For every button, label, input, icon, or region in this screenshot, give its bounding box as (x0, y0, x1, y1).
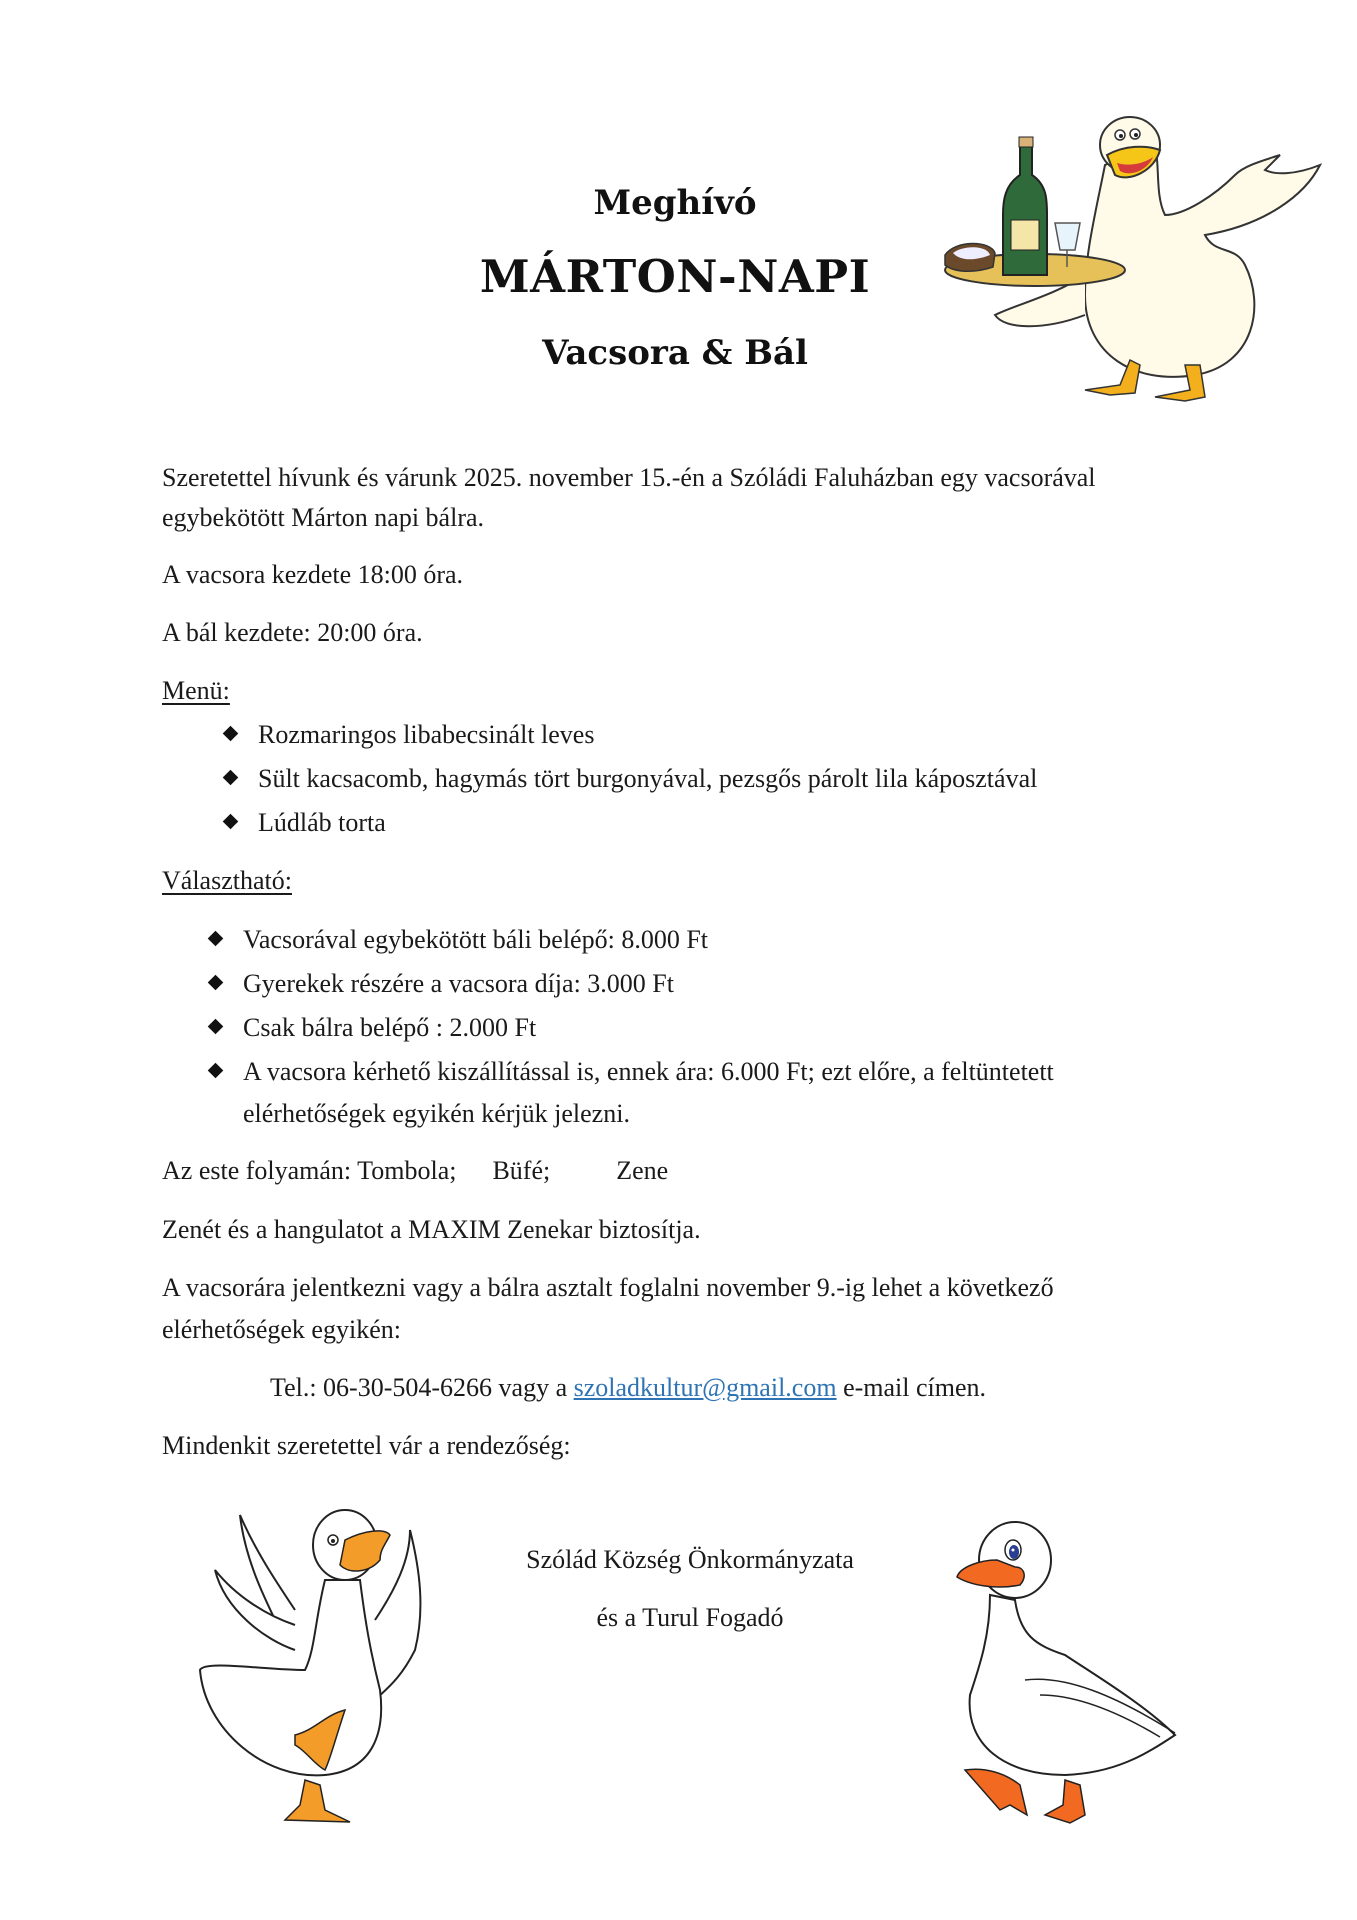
evening-buffet: Büfé; (492, 1156, 551, 1185)
option-item: Csak bálra belépő : 2.000 Ft (210, 1008, 536, 1048)
diamond-bullet-icon (208, 975, 224, 991)
diamond-bullet-icon (223, 770, 239, 786)
organizer-line-2: és a Turul Fogadó (596, 1603, 784, 1632)
ball-time: A bál kezdete: 20:00 óra. (162, 618, 423, 647)
closing-line: Mindenkit szeretettel vár a rendezőség: (162, 1431, 571, 1460)
diamond-bullet-icon (208, 1019, 224, 1035)
option-item: Vacsorával egybekötött báli belépő: 8.000 Ft (210, 920, 708, 960)
menu-item: Rozmaringos libabecsinált leves (225, 715, 594, 755)
evening-label: Az este folyamán: Tombola; (162, 1156, 457, 1185)
phone-text: Tel.: 06-30-504-6266 vagy a (270, 1373, 568, 1402)
evening-program (162, 1151, 668, 1191)
event-subtitle: Vacsora & Bál (542, 333, 808, 373)
menu-item: Sült kacsacomb, hagymás tört burgonyával, pezsgős párolt lila káposztával (225, 759, 1037, 799)
goose-waiter-illustration (935, 105, 1335, 405)
event-title: MÁRTON-NAPI (479, 250, 871, 303)
organizer-line-1: Szólád Község Önkormányzata (526, 1545, 854, 1574)
menu-item: Lúdláb torta (225, 803, 386, 843)
diamond-bullet-icon (208, 1063, 224, 1079)
evening-music: Zene (616, 1156, 669, 1185)
walking-goose-illustration (945, 1505, 1195, 1835)
invitation-label: Meghívó (593, 183, 757, 223)
options-heading: Választható: (162, 866, 292, 895)
registration-line-2: elérhetőségek egyikén: (162, 1315, 401, 1344)
diamond-bullet-icon (223, 814, 239, 830)
diamond-bullet-icon (208, 931, 224, 947)
dinner-time: A vacsora kezdete 18:00 óra. (162, 560, 464, 589)
music-info: Zenét és a hangulatot a MAXIM Zenekar biztosítja. (162, 1215, 701, 1244)
contact-line (270, 1368, 986, 1408)
intro-line-2: egybekötött Márton napi bálra. (162, 503, 485, 532)
option-item: Gyerekek részére a vacsora díja: 3.000 Ft (210, 964, 674, 1004)
option-item: A vacsora kérhető kiszállítással is, ennek ára: 6.000 Ft; ezt előre, a feltüntetett (210, 1052, 1054, 1092)
intro-line-1: Szeretettel hívunk és várunk 2025. november 15.-én a Szóládi Faluházban egy vacsorával (162, 463, 1096, 492)
menu-heading: Menü: (162, 676, 230, 705)
diamond-bullet-icon (223, 726, 239, 742)
registration-line-1: A vacsorára jelentkezni vagy a bálra asztalt foglalni november 9.-ig lehet a következő (162, 1273, 1054, 1302)
option-item-continuation: elérhetőségek egyikén kérjük jelezni. (243, 1099, 630, 1128)
email-suffix: e-mail címen. (843, 1373, 986, 1402)
dancing-goose-illustration (185, 1500, 445, 1840)
email-link[interactable]: szoladkultur@gmail.com (573, 1373, 837, 1402)
